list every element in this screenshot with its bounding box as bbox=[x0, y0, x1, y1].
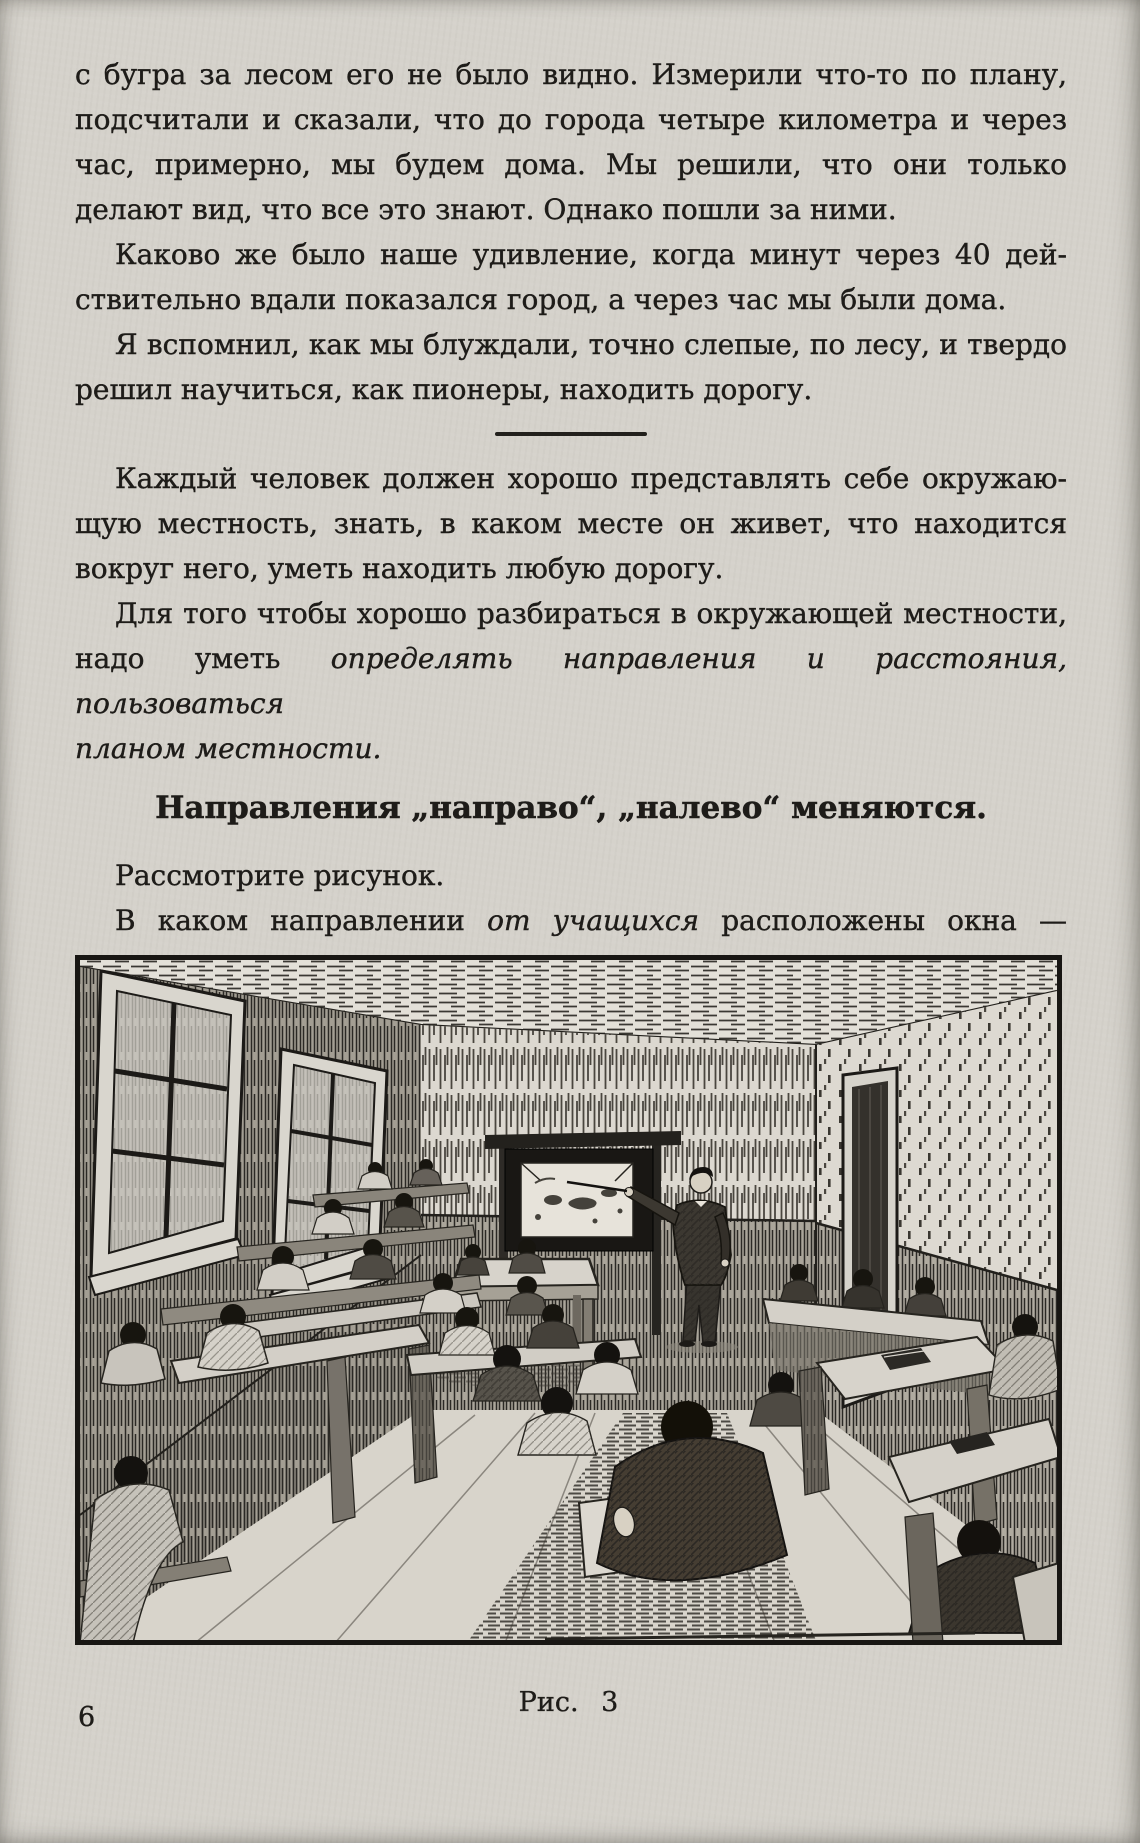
text-line: час, примерно, мы будем дома. Мы решили, что они только bbox=[75, 148, 1067, 181]
text-line: планом местности. bbox=[75, 732, 382, 765]
text-line: с бугра за лесом его не было видно. Измерили что-то по плану, bbox=[75, 58, 1067, 91]
text-line: Рассмотрите рисунок. bbox=[115, 859, 445, 892]
section-heading: Направления „направо“, „налево“ меняются. bbox=[155, 790, 987, 826]
paragraph bbox=[75, 853, 1067, 898]
text-line: вокруг него, уметь находить любую дорогу. bbox=[75, 552, 724, 585]
window-front bbox=[89, 971, 245, 1295]
text-line: Каково же было наше удивление, когда минут через 40 дей- bbox=[115, 238, 1067, 271]
classroom-engraving bbox=[75, 955, 1062, 1645]
paragraph bbox=[75, 591, 1067, 771]
text-line: подсчитали и сказали, что до города четыре километра и через bbox=[75, 103, 1067, 136]
text-line: Я вспомнил, как мы блуждали, точно слепые, по лесу, и твердо bbox=[115, 328, 1067, 361]
body-text bbox=[75, 52, 1067, 1033]
divider-line bbox=[495, 432, 647, 436]
paragraph bbox=[75, 456, 1067, 591]
section-divider bbox=[75, 412, 1067, 456]
figure-caption: Рис. 3 bbox=[518, 1687, 619, 1718]
text-line: Каждый человек должен хорошо представлять себе окружаю- bbox=[115, 462, 1067, 495]
text-line: надо уметь определять направления и расстояния, пользоваться bbox=[75, 642, 1067, 720]
page-number: 6 bbox=[78, 1702, 96, 1733]
text-line: делают вид, что все это знают. Однако пошли за ними. bbox=[75, 193, 897, 226]
text-line: решил научиться, как пионеры, находить дорогу. bbox=[75, 373, 813, 406]
text-line: щую местность, знать, в каком месте он живет, что находится bbox=[75, 507, 1067, 540]
text-line: Для того чтобы хорошо разбираться в окружающей местности, bbox=[115, 597, 1067, 630]
paragraph bbox=[75, 232, 1067, 322]
text-line: ствительно вдали показался город, а через час мы были дома. bbox=[75, 283, 1007, 316]
figure bbox=[75, 955, 1062, 1721]
text-line: В каком направлении от учащихся расположены окна — bbox=[115, 904, 1067, 937]
paragraph bbox=[75, 52, 1067, 232]
paragraph bbox=[75, 322, 1067, 412]
